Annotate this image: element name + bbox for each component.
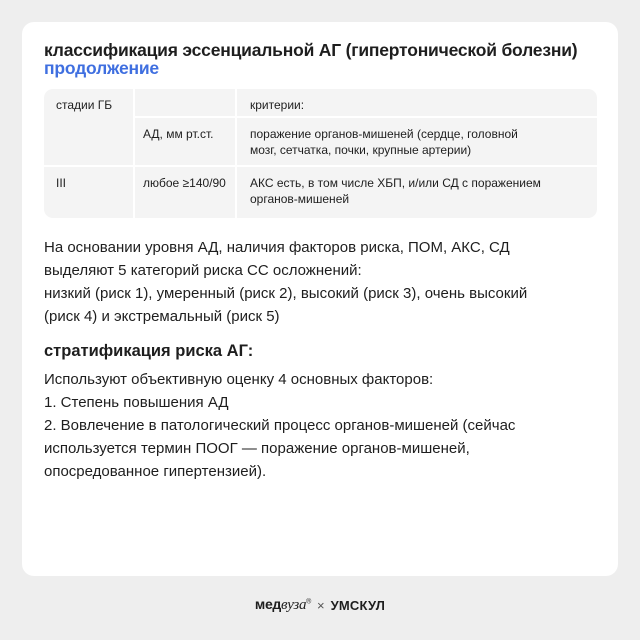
- table-header-stage: стадии ГБ: [56, 98, 113, 112]
- table-divider: [235, 89, 237, 218]
- table-divider: [133, 116, 597, 118]
- umskul-logo: УМСКУЛ: [330, 597, 386, 613]
- table-subheader-bp: АД, мм рт.ст.: [143, 127, 214, 141]
- medvuza-logo: медвуза®: [254, 596, 312, 613]
- table-subheader-organs: поражение органов-мишеней (сердце, головной мозг, сетчатка, почки, крупные артерии): [250, 127, 518, 157]
- paragraph-risk-categories: На основании уровня АД, наличия факторов риска, ПОМ, АКС, СД выделяют 5 категорий риска СС осложнений: низкий (риск 1), умеренный (риск 2), высокий (риск 3), очень высокий (риск 4) и экстремальный (риск 5): [44, 239, 528, 325]
- table-cell-bp: любое ≥140/90: [143, 176, 226, 190]
- footer-brands: [0, 594, 640, 616]
- table-header-criteria: критерии:: [250, 98, 305, 112]
- table-divider: [44, 165, 597, 167]
- cross-separator: ×: [317, 597, 325, 613]
- section-heading: стратификация риска АГ:: [44, 342, 254, 360]
- table-divider: [133, 89, 135, 218]
- page-subtitle: продолжение: [44, 58, 159, 78]
- paragraph-risk-factors: Используют объективную оценку 4 основных факторов: 1. Степень повышения АД 2. Вовлечение в патологический процесс органов-мишеней (сейчас используется термин ПООГ — поражение органов-мишеней, опосредованное гипертензией).: [44, 371, 516, 480]
- table-cell-criteria: АКС есть, в том числе ХБП, и/или СД с поражением органов-мишеней: [250, 176, 541, 206]
- table-cell-stage: III: [56, 176, 67, 190]
- content-card: [22, 22, 618, 576]
- page-title: классификация эссенциальной АГ (гипертонической болезни): [44, 40, 578, 60]
- stages-table: [44, 89, 597, 218]
